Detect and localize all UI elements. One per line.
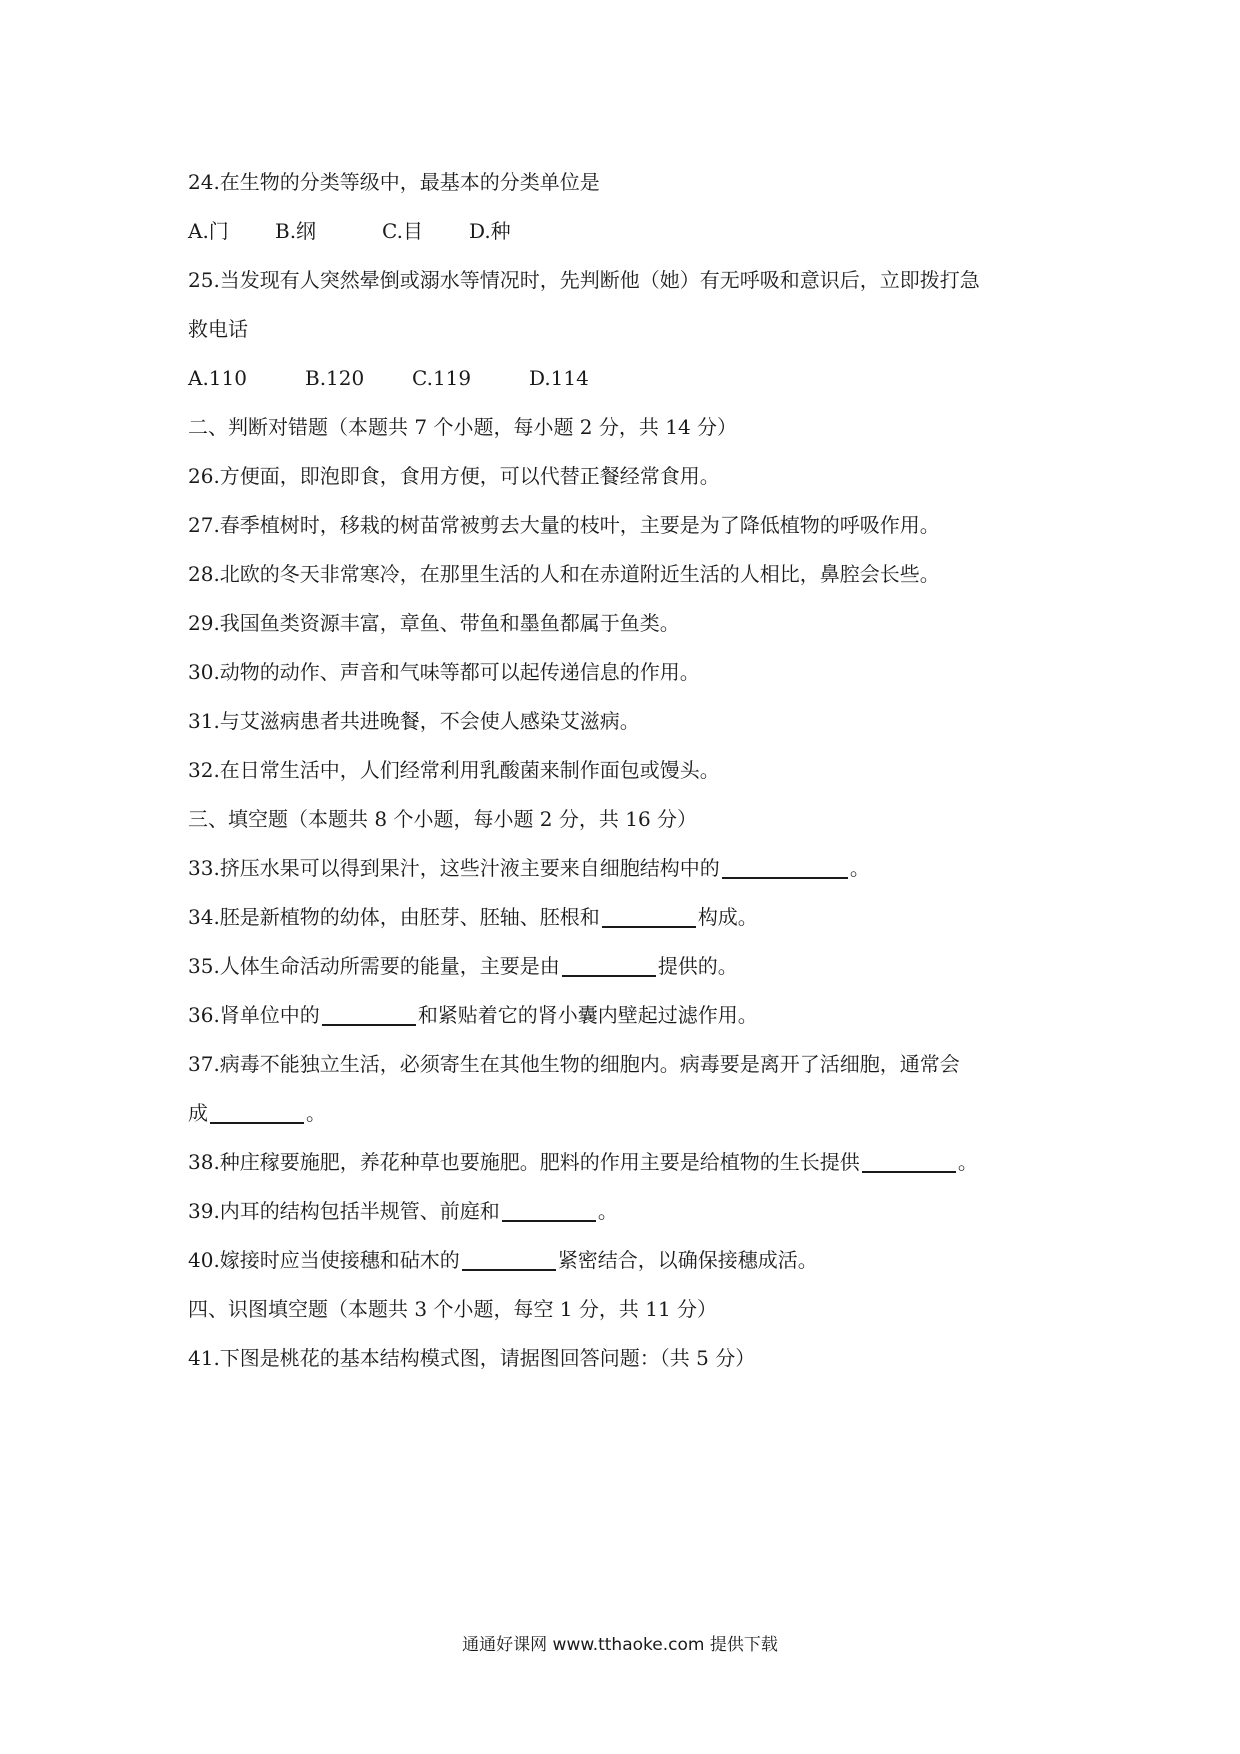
answer-blank[interactable] bbox=[322, 998, 416, 1026]
page-footer: 通通好课网 www.tthaoke.com 提供下载 bbox=[462, 1635, 778, 1655]
question-27: 27.春季植树时，移栽的树苗常被剪去大量的枝叶，主要是为了降低植物的呼吸作用。 bbox=[188, 513, 940, 537]
question-40-text: 40.嫁接时应当使接穗和砧木的 bbox=[188, 1248, 460, 1272]
answer-blank[interactable] bbox=[502, 1194, 596, 1222]
question-38-text: 38.种庄稼要施肥，养花种草也要施肥。肥料的作用主要是给植物的生长提供 bbox=[188, 1150, 860, 1174]
question-33-text: 33.挤压水果可以得到果汁，这些汁液主要来自细胞结构中的 bbox=[188, 856, 720, 880]
question-25-options bbox=[188, 354, 1068, 403]
answer-blank[interactable] bbox=[602, 900, 696, 928]
question-24-stem: 24.在生物的分类等级中，最基本的分类单位是 bbox=[188, 170, 600, 194]
question-32: 32.在日常生活中，人们经常利用乳酸菌来制作面包或馒头。 bbox=[188, 758, 720, 782]
section-2-heading: 二、判断对错题（本题共 7 个小题，每小题 2 分，共 14 分） bbox=[188, 415, 738, 439]
question-25-stem-line1: 25.当发现有人突然晕倒或溺水等情况时，先判断他（她）有无呼吸和意识后，立即拨打急 bbox=[188, 268, 980, 292]
option-c: C.119 bbox=[412, 366, 472, 390]
question-25-stem-line2: 救电话 bbox=[188, 317, 248, 341]
question-40 bbox=[188, 1236, 1068, 1285]
section-3-heading: 三、填空题（本题共 8 个小题，每小题 2 分，共 16 分） bbox=[188, 807, 698, 831]
option-b: B.纲 bbox=[275, 219, 317, 243]
question-39 bbox=[188, 1187, 1068, 1236]
question-36 bbox=[188, 991, 1068, 1040]
question-33-end: 。 bbox=[849, 856, 870, 880]
option-a: A.门 bbox=[188, 219, 229, 243]
question-37-text: 成 bbox=[188, 1101, 208, 1125]
question-37-line1: 37.病毒不能独立生活，必须寄生在其他生物的细胞内。病毒要是离开了活细胞，通常会 bbox=[188, 1052, 960, 1076]
question-39-end: 。 bbox=[597, 1199, 618, 1223]
question-28: 28.北欧的冬天非常寒冷，在那里生活的人和在赤道附近生活的人相比，鼻腔会长些。 bbox=[188, 562, 940, 586]
question-38-end: 。 bbox=[957, 1150, 978, 1174]
answer-blank[interactable] bbox=[722, 851, 848, 879]
exam-content bbox=[188, 158, 1068, 1383]
question-29: 29.我国鱼类资源丰富，章鱼、带鱼和墨鱼都属于鱼类。 bbox=[188, 611, 680, 635]
option-a: A.110 bbox=[188, 366, 247, 390]
question-34-text: 34.胚是新植物的幼体，由胚芽、胚轴、胚根和 bbox=[188, 905, 600, 929]
option-c: C.目 bbox=[382, 219, 423, 243]
question-35-end: 提供的。 bbox=[657, 954, 738, 978]
question-26: 26.方便面，即泡即食，食用方便，可以代替正餐经常食用。 bbox=[188, 464, 720, 488]
option-d: D.114 bbox=[529, 366, 589, 390]
option-d: D.种 bbox=[469, 219, 511, 243]
question-31: 31.与艾滋病患者共进晚餐，不会使人感染艾滋病。 bbox=[188, 709, 640, 733]
question-34-end: 构成。 bbox=[697, 905, 758, 929]
option-b: B.120 bbox=[305, 366, 365, 390]
question-35 bbox=[188, 942, 1068, 991]
answer-blank[interactable] bbox=[210, 1096, 304, 1124]
question-24-options bbox=[188, 207, 1068, 256]
answer-blank[interactable] bbox=[562, 949, 656, 977]
question-40-end: 紧密结合，以确保接穗成活。 bbox=[557, 1248, 818, 1272]
question-35-text: 35.人体生命活动所需要的能量，主要是由 bbox=[188, 954, 560, 978]
question-30: 30.动物的动作、声音和气味等都可以起传递信息的作用。 bbox=[188, 660, 700, 684]
question-34 bbox=[188, 893, 1068, 942]
question-41: 41.下图是桃花的基本结构模式图，请据图回答问题：（共 5 分） bbox=[188, 1346, 756, 1370]
question-39-text: 39.内耳的结构包括半规管、前庭和 bbox=[188, 1199, 500, 1223]
answer-blank[interactable] bbox=[862, 1145, 956, 1173]
question-36-text: 36.肾单位中的 bbox=[188, 1003, 320, 1027]
answer-blank[interactable] bbox=[462, 1243, 556, 1271]
question-33 bbox=[188, 844, 1068, 893]
question-38 bbox=[188, 1138, 1068, 1187]
question-36-end: 和紧贴着它的肾小囊内壁起过滤作用。 bbox=[417, 1003, 758, 1027]
question-37-line2 bbox=[188, 1089, 1068, 1138]
section-4-heading: 四、识图填空题（本题共 3 个小题，每空 1 分，共 11 分） bbox=[188, 1297, 718, 1321]
question-37-end: 。 bbox=[306, 1101, 326, 1125]
